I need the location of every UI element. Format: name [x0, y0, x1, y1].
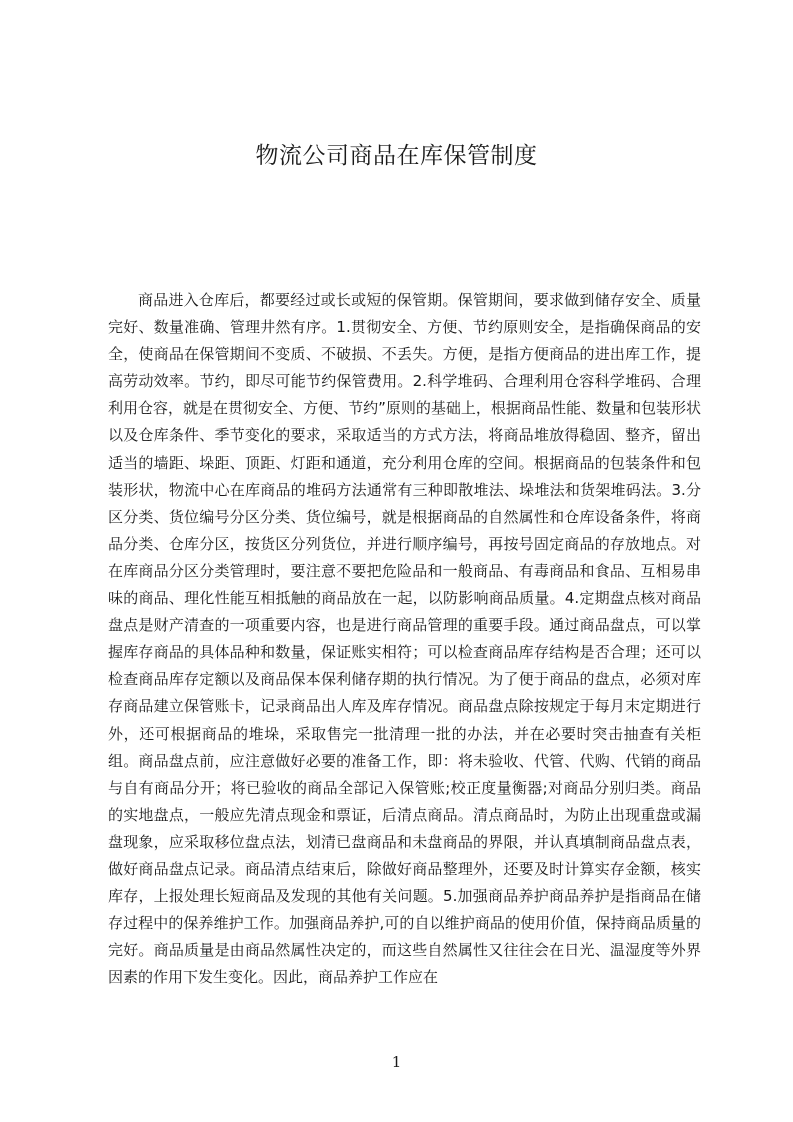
page-number: 1 [391, 1053, 402, 1071]
document-body-paragraph: 商品进入仓库后，都要经过或长或短的保管期。保管期间，要求做到储存安全、质量完好、数量准确、管理井然有序。1.贯彻安全、方便、节约原则安全，是指确保商品的安全，使商品在保管期间不变质、不破损、不丢失。方便，是指方便商品的进出库工作，提高劳动效率。节约，即尽可能节约保管费用。2.科学堆码、合理利用仓容科学堆码、合理利用仓容，就是在贯彻安全、方便、节约”原则的基础上，根据商品性能、数量和包装形状以及仓库条件、季节变化的要求，采取适当的方式方法，将商品堆放得稳固、整齐，留出适当的墙距、垛距、顶距、灯距和通道，充分利用仓库的空间。根据商品的包装条件和包装形状，物流中心在库商品的堆码方法通常有三种即散堆法、垛堆法和货架堆码法。3.分区分类、货位编号分区分类、货位编号，就是根据商品的自然属性和仓库设备条件，将商品分类、仓库分区，按货区分列货位，并进行顺序编号，再按号固定商品的存放地点。对在库商品分区分类管理时，要注意不要把危险品和一般商品、有毒商品和食品、互相易串味的商品、理化性能互相抵触的商品放在一起，以防影响商品质量。4.定期盘点核对商品盘点是财产清查的一项重要内容，也是进行商品管理的重要手段。通过商品盘点，可以掌握库存商品的具体品种和数量，保证账实相符；可以检查商品库存结构是否合理；还可以检查商品库存定额以及商品保本保利储存期的执行情况。为了便于商品的盘点，必须对库存商品建立保管账卡，记录商品出人库及库存情况。商品盘点除按规定于每月末定期进行外，还可根据商品的堆垛，采取售完一批清理一批的办法，并在必要时突击抽查有关柜组。商品盘点前，应注意做好必要的准备工作，即：将未验收、代管、代购、代销的商品与自有商品分开；将已验收的商品全部记入保管账;校正度量衡器;对商品分别归类。商品的实地盘点，一般应先清点现金和票证，后清点商品。清点商品时，为防止出现重盘或漏盘现象，应采取移位盘点法，划清已盘商品和未盘商品的界限，并认真填制商品盘点表，做好商品盘点记录。商品清点结束后，除做好商品整理外，还要及时计算实存金额，核实库存，上报处理长短商品及发现的其他有关问题。5.加强商品养护商品养护是指商品在储存过程中的保养维护工作。加强商品养护,可的自以维护商品的使用价值，保持商品质量的完好。商品质量是由商品然属性决定的，而这些自然属性又往往会在日光、温湿度等外界因素的作用下发生变化。因此，商品养护工作应在 [108, 291, 701, 987]
document-title: 物流公司商品在库保管制度 [255, 143, 538, 169]
